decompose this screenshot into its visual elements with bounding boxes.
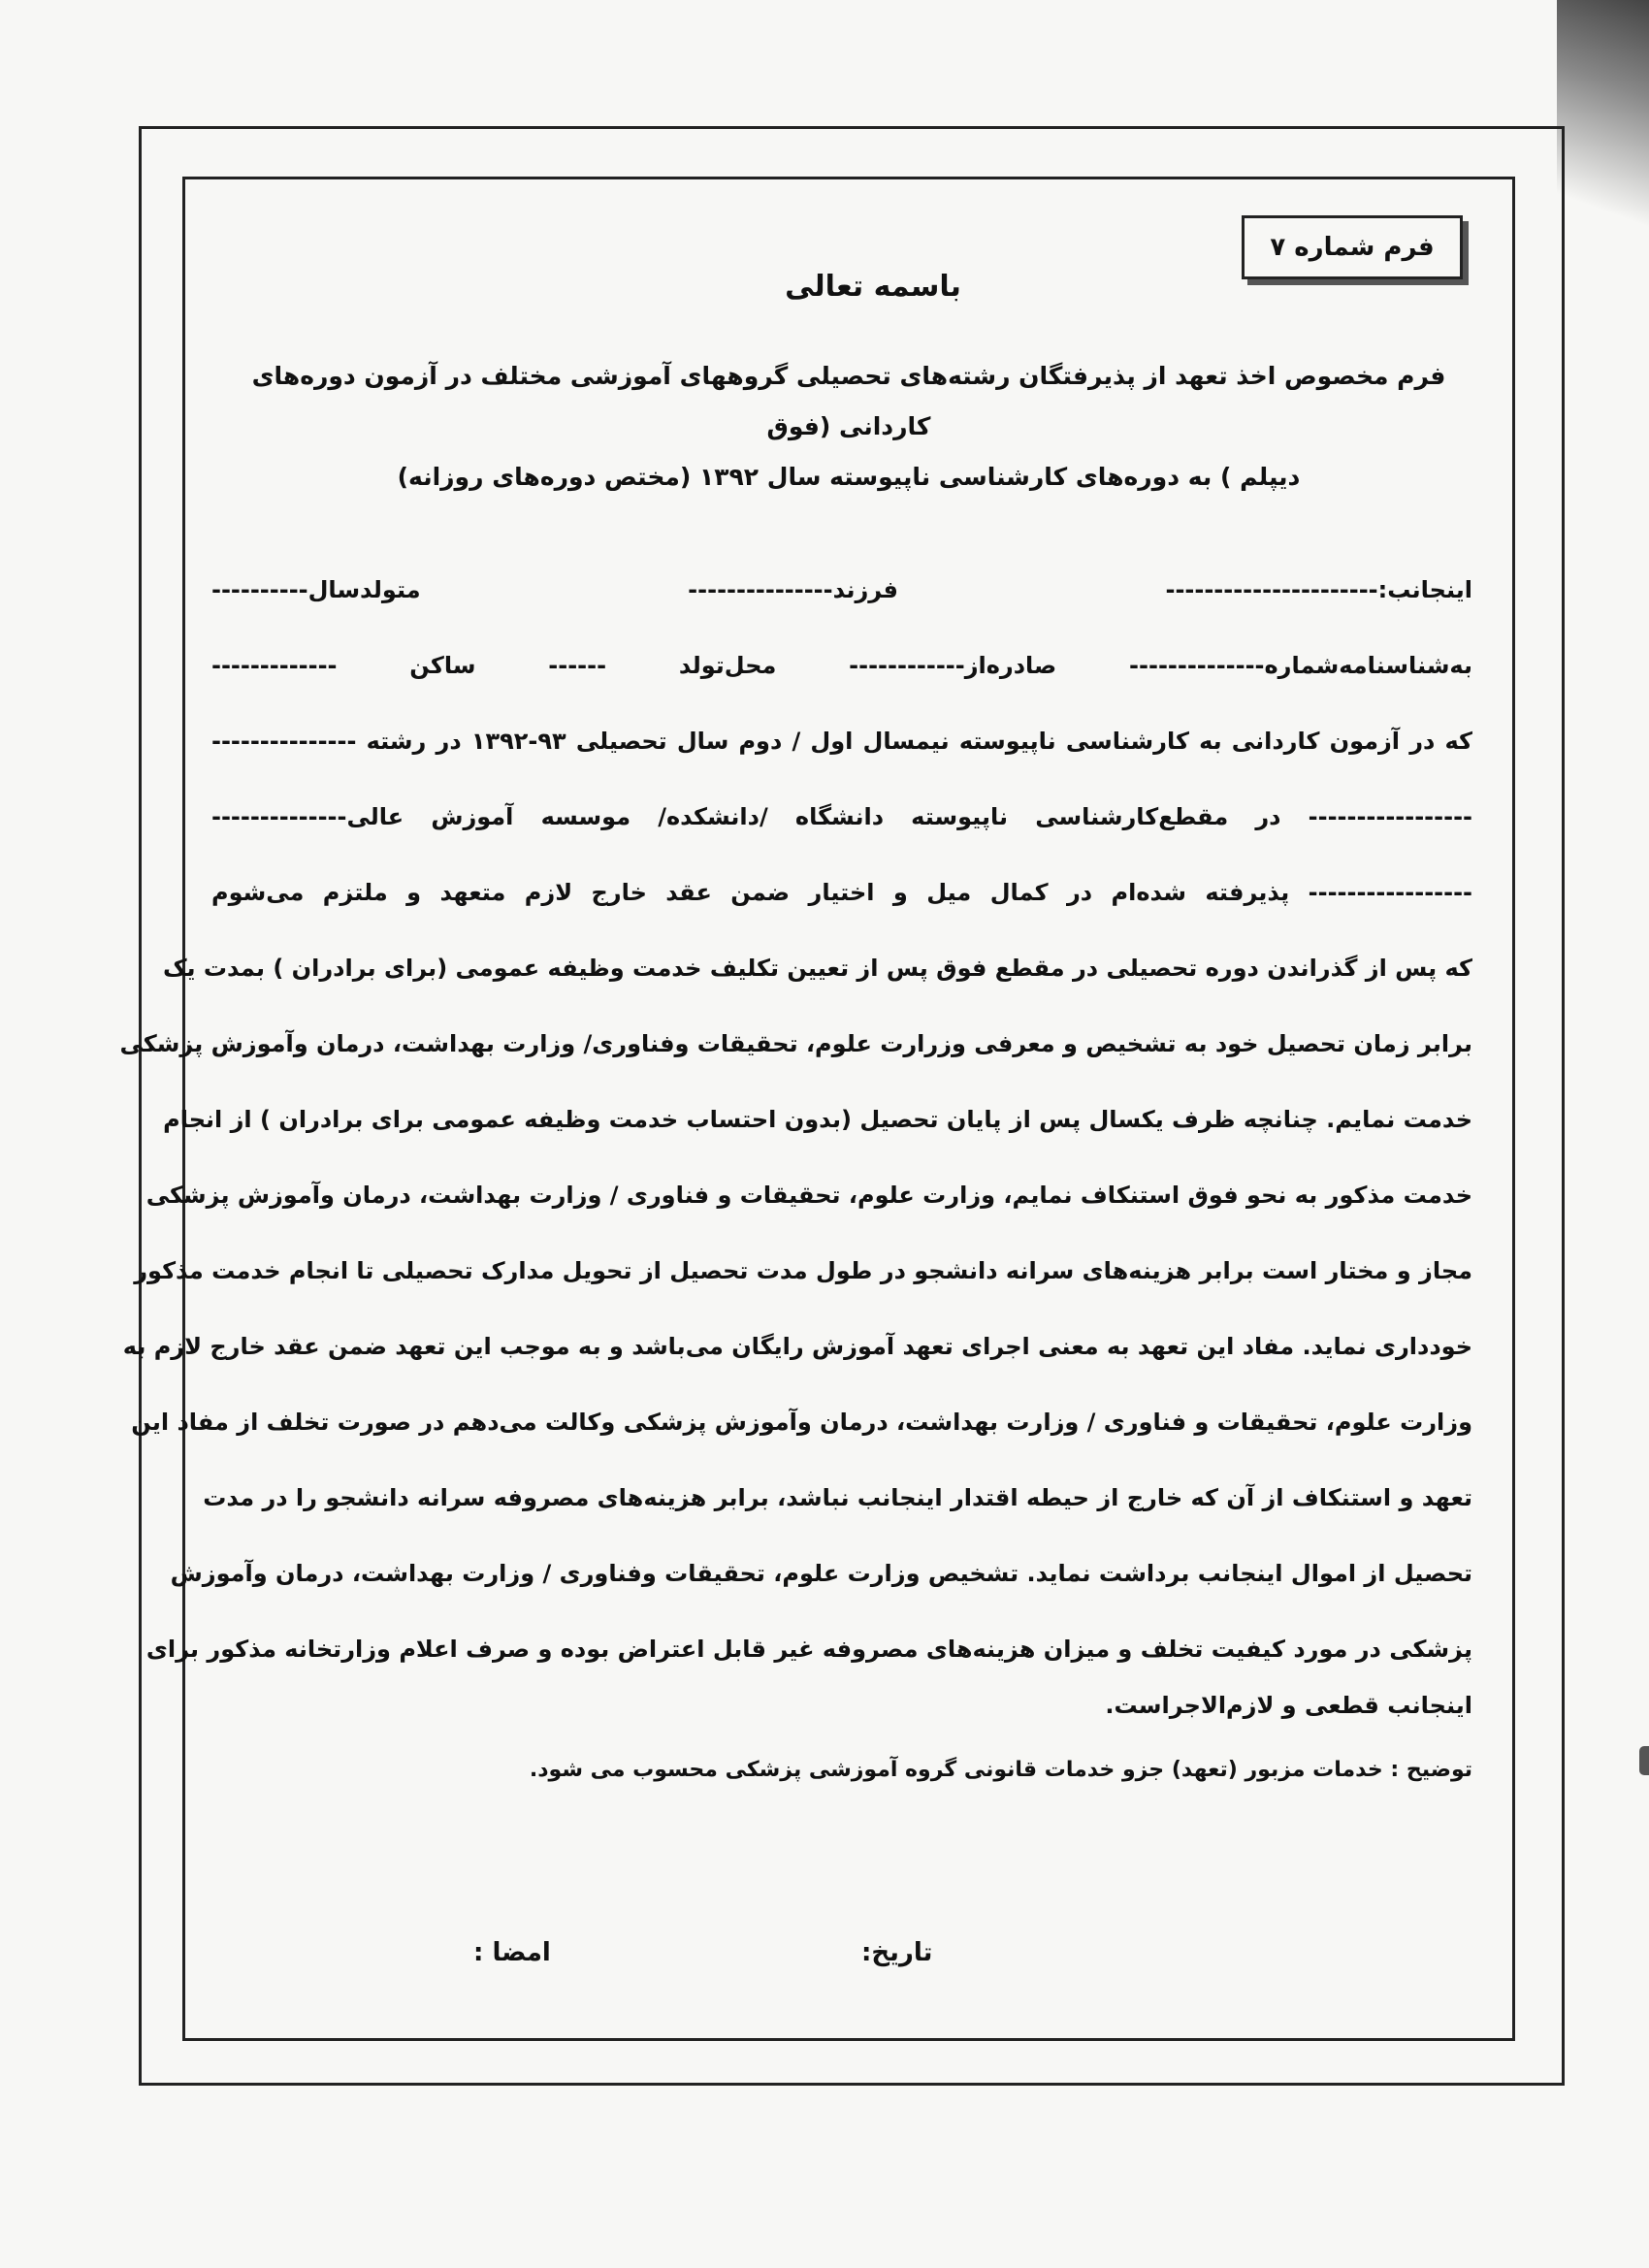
scan-punch-mark [1639, 1746, 1649, 1775]
form-title-line: دیپلم ) به دوره‌های کارشناسی ناپیوسته سال ۱۳۹۲ (مختص دوره‌های روزانه) [397, 463, 1301, 491]
form-title-line: فرم مخصوص اخذ تعهد از پذیرفتگان رشته‌های تحصیلی گروههای آموزشی مختلف در آزمون دوره‌های کاردانی (فوق [251, 362, 1446, 440]
basmala-heading: باسمه تعالی [785, 270, 961, 304]
body-line: که در آزمون کاردانی به کارشناسی ناپیوسته نیمسال اول / دوم سال تحصیلی ۹۳-۱۳۹۲ در رشته --------------- [211, 728, 1473, 755]
form-number-label: فرم شماره ۷ [1270, 233, 1435, 262]
body-line: تعهد و استنکاف از آن که خارج از حیطه اقتدار اینجانب نباشد، برابر هزینه‌های مصروفه سرانه دانشجو را در مدت [203, 1484, 1472, 1511]
body-line: خدمت نمایم. چنانچه ظرف یکسال پس از پایان تحصیل (بدون احتساب خدمت وظیفه عمومی برای برادران ) از انجام [163, 1106, 1472, 1133]
body-line: برابر زمان تحصیل خود به تشخیص و معرفی وزرارت علوم، تحقیقات وفناوری/ وزارت بهداشت، درمان وآموزش پزشکی [119, 1030, 1472, 1057]
scan-corner-shadow [1557, 0, 1649, 291]
body-line: ----------------- در مقطع‌کارشناسی ناپیوسته دانشگاه /دانشکده/ موسسه آموزش عالی-------------- [211, 803, 1472, 830]
body-line: اینجانب:---------------------- فرزند--------------- متولدسال---------- [211, 576, 1472, 603]
body-line: به‌شناسنامه‌شماره-------------- صادره‌از------------ محل‌تولد ------ ساکن ------------- [211, 652, 1472, 679]
body-line: مجاز و مختار است برابر هزینه‌های سرانه دانشجو در طول مدت تحصیل از تحویل مدارک تحصیلی تا انجام خدمت مذکور [134, 1257, 1472, 1284]
body-line: اینجانب قطعی و لازم‌الاجراست. [1105, 1692, 1472, 1719]
form-title [223, 351, 1474, 502]
body-line: وزارت علوم، تحقیقات و فناوری / وزارت بهداشت، درمان وآموزش پزشکی وکالت می‌دهم در صورت تخلف از مفاد این [131, 1409, 1472, 1436]
body-line: ----------------- پذیرفته شده‌ام در کمال میل و اختیار ضمن عقد خارج لازم متعهد و ملتزم می‌شوم [211, 879, 1472, 906]
signature-label: امضا : [473, 1938, 551, 1967]
form-number-box [1242, 215, 1463, 279]
body-line: پزشکی در مورد کیفیت تخلف و میزان هزینه‌های مصروفه غیر قابل اعتراض بوده و صرف اعلام وزارتخانه مذکور برای [146, 1636, 1472, 1663]
body-line: خودداری نماید. مفاد این تعهد به معنی اجرای تعهد آموزش رایگان می‌باشد و به موجب این تعهد ضمن عقد خارج لازم به [122, 1333, 1472, 1360]
body-line: خدمت مذکور به نحو فوق استنکاف نمایم، وزارت علوم، تحقیقات و فناوری / وزارت بهداشت، درمان وآموزش پزشکی [146, 1182, 1472, 1209]
body-line: که پس از گذراندن دوره تحصیلی در مقطع فوق پس از تعیین تکلیف خدمت وظیفه عمومی (برای برادران ) بمدت یک [162, 955, 1472, 982]
date-label: تاریخ: [861, 1938, 933, 1967]
body-line: تحصیل از اموال اینجانب برداشت نماید. تشخیص وزارت علوم، تحقیقات وفناوری / وزارت بهداشت، درمان وآموزش [170, 1560, 1472, 1587]
footnote: توضیح : خدمات مزبور (تعهد) جزو خدمات قانونی گروه آموزشی پزشکی محسوب می شود. [529, 1758, 1472, 1782]
